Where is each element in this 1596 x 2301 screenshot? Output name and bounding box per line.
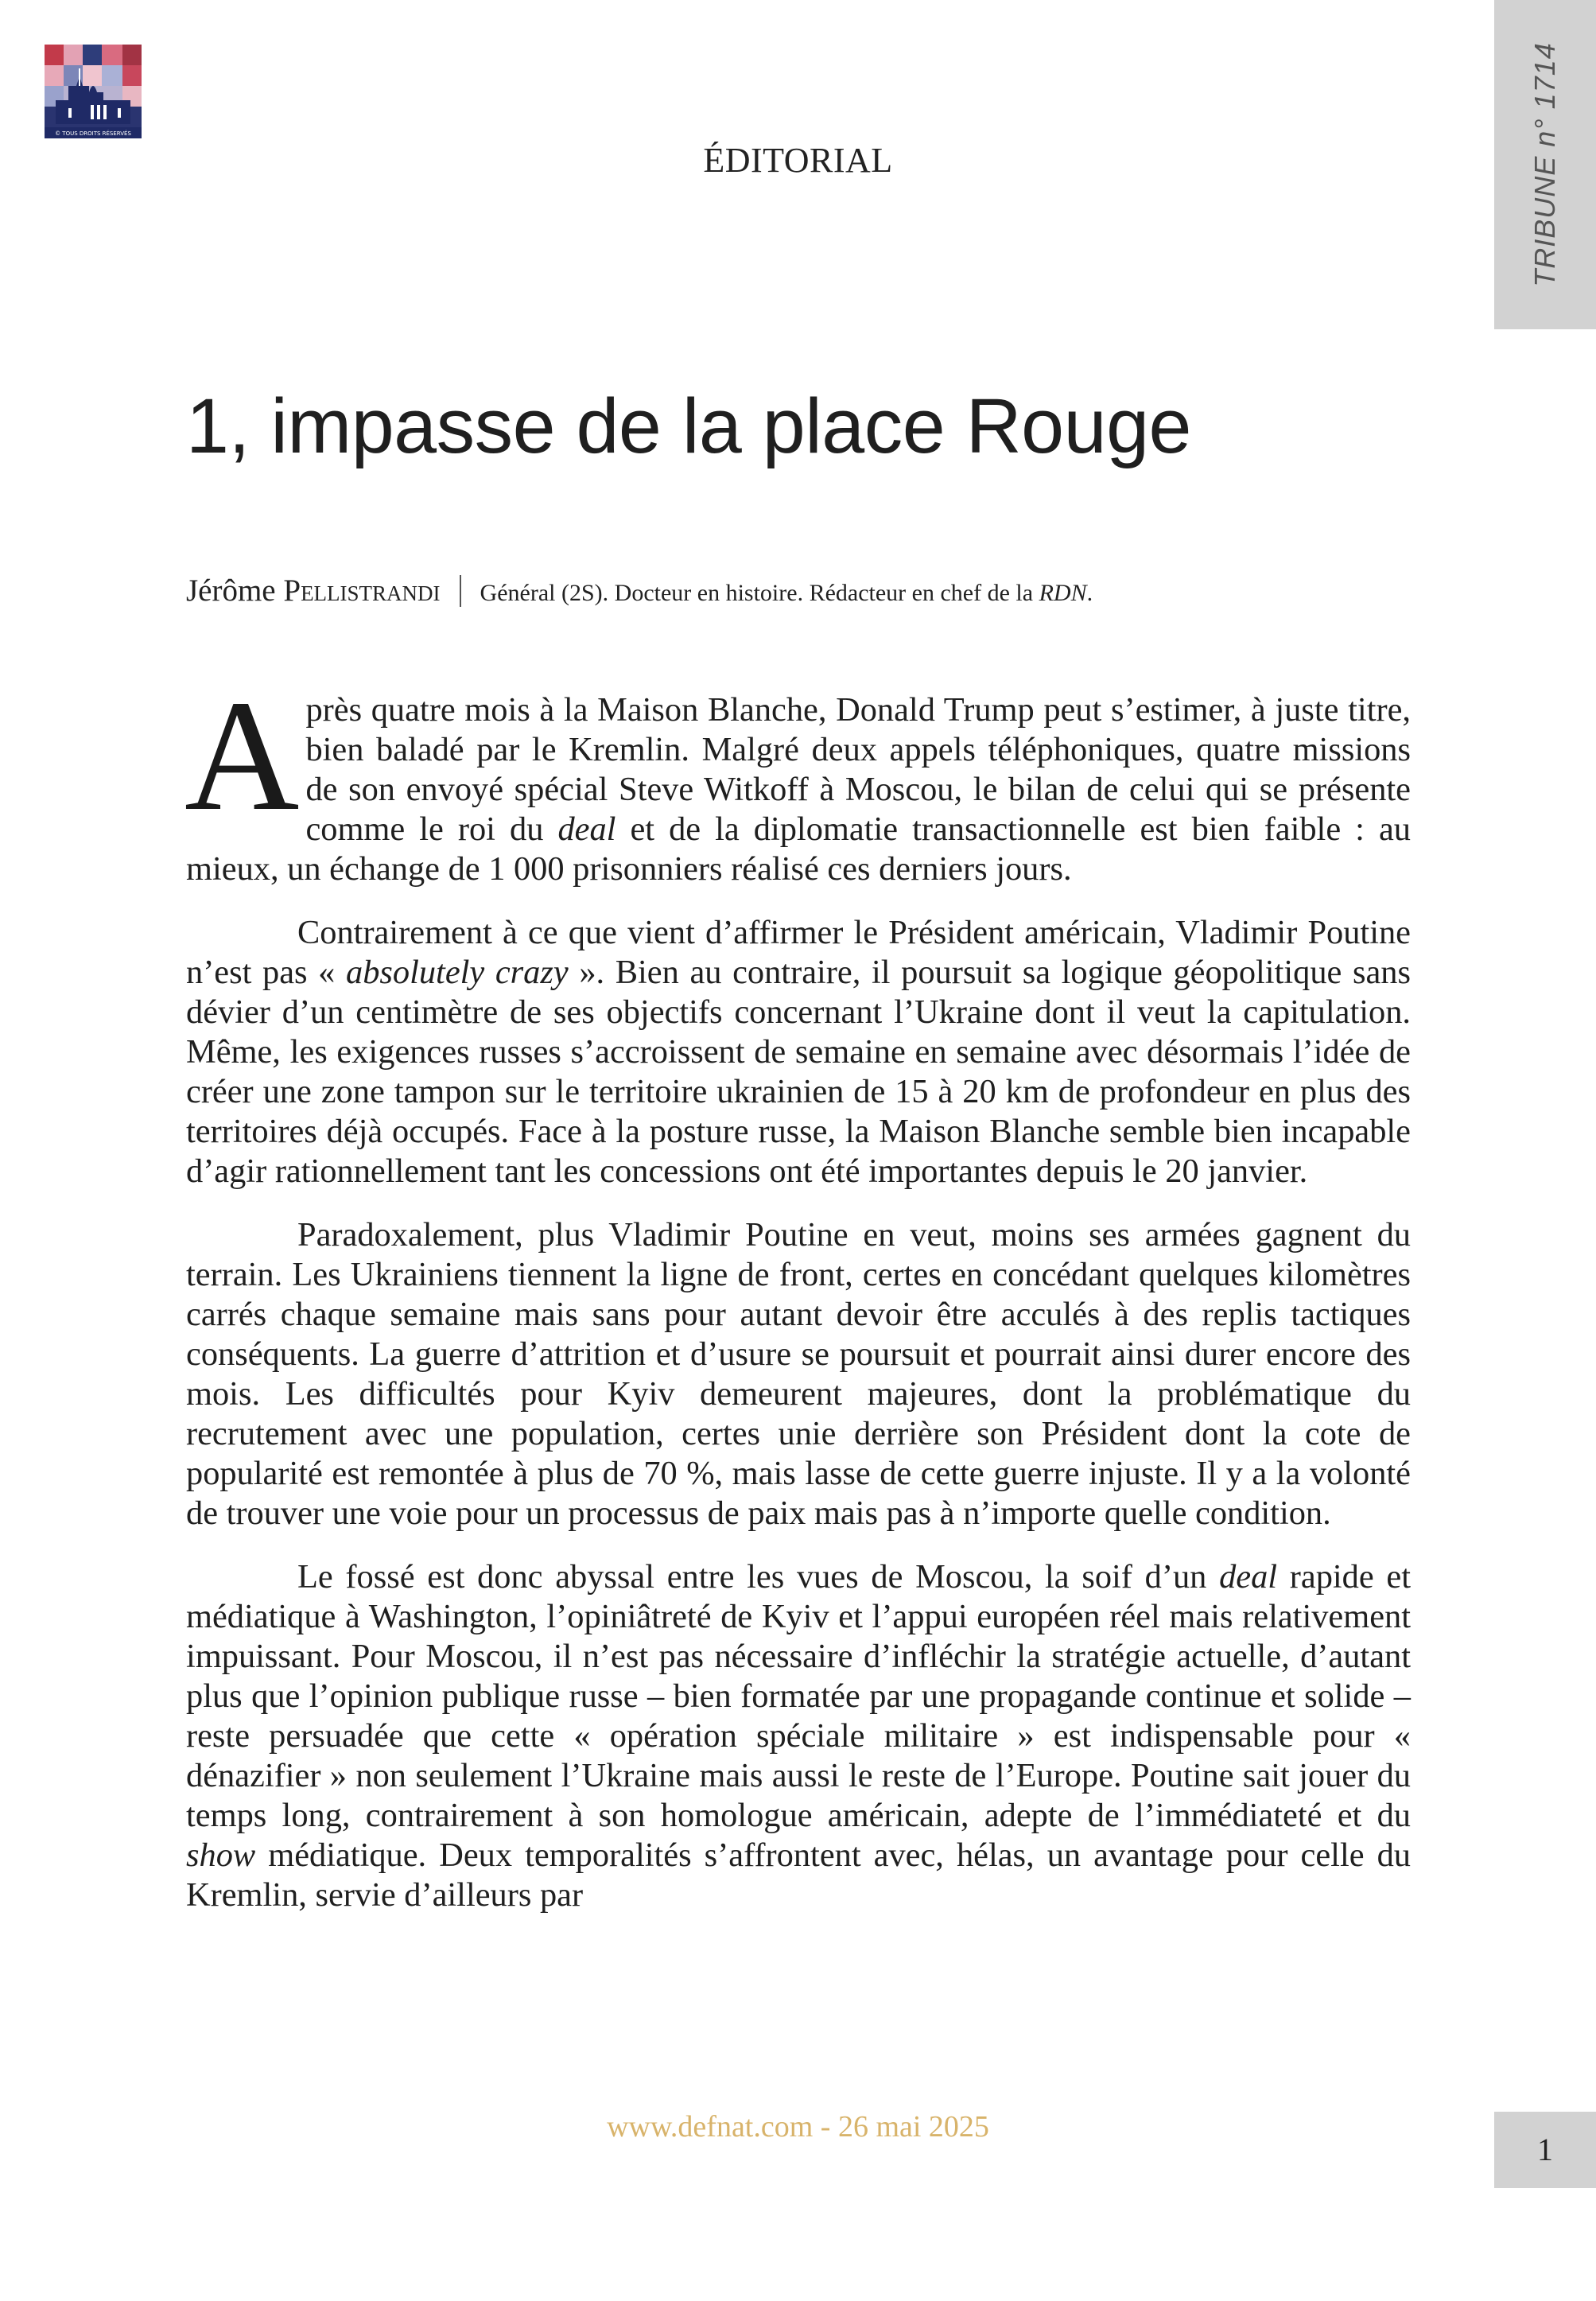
tribune-number: TRIBUNE n° 1714 (1528, 42, 1561, 287)
page-number: 1 (1537, 2132, 1553, 2167)
italic-term: show (186, 1837, 256, 1874)
building-icon (45, 45, 142, 138)
page-number-box (1494, 2112, 1596, 2188)
byline (186, 573, 1093, 608)
paragraph-text: ». Bien au contraire, il poursuit sa logique géopolitique sans dévier d’un centimètre de ses objectifs concernant l’Ukraine dont il veut la capitulation. Même, les exigences russes s’accroissent de semaine en semaine avec désormais l’idée de créer une zone tampon sur le territoire ukrainien de 15 à 20 km de profondeur en plus des territoires déjà occupés. Face à la posture russe, la Maison Blanche semble bien incapable d’agir rationnellement tant les concessions ont été importantes depuis le 20 janvier. (186, 954, 1411, 1190)
italic-term: deal (1219, 1558, 1278, 1596)
paragraph-text: Paradoxalement, plus Vladimir Poutine en veut, moins ses armées gagnent du terrain. Les Ukrainiens tiennent la ligne de front, certes en concédant quelques kilomètres carrés chaque semaine mais sans pour autant devoir être acculés à des replis tactiques conséquents. La guerre d’attrition et d’usure se poursuit et pourrait ainsi durer encore des mois. Les difficultés pour Kyiv demeurent majeures, dont la problématique du recrutement avec une population, certes unie derrière son Président dont la cote de popularité est remontée à plus de 70 %, mais lasse de cette guerre injuste. Il y a la volonté de trouver une voie pour un processus de paix mais pas à n’importe quelle condition. (186, 1216, 1411, 1532)
article-paragraph (186, 913, 1411, 1191)
article-paragraph (186, 1557, 1411, 1915)
paragraph-text: rapide et médiatique à Washington, l’opiniâtreté de Kyiv et l’appui européen réel mais relativement impuissant. Pour Moscou, il n’est pas nécessaire d’infléchir la stratégie actuelle, d’autant plus que l’opinion publique russe – bien formatée par une propagande continue et solide – reste persuadée que cette « opération spéciale militaire » est indispensable pour « dénazifier » non seulement l’Ukraine mais aussi le reste de l’Europe. Poutine sait jouer du temps long, contrairement à son homologue américain, adepte de l’immédiateté et du (186, 1558, 1411, 1834)
author-name (186, 573, 441, 608)
paragraph-text: Contrairement à ce que vient d’affirmer le Président américain, Vladimir Poutine n’est pas « (186, 914, 1411, 991)
svg-text:© TOUS DROITS RÉSERVÉS: © TOUS DROITS RÉSERVÉS (55, 130, 131, 137)
author-first-name: Jérôme (186, 573, 276, 608)
italic-term: absolutely crazy (346, 954, 569, 991)
article-title: 1, impasse de la place Rouge (186, 383, 1191, 469)
article-body (184, 668, 1412, 1939)
paragraph-text: et de la diplomatie transactionnelle est bien faible : au mieux, un échange de 1 000 prisonniers réalisé ces derniers jours. (186, 810, 1412, 888)
article-paragraph (184, 668, 1412, 889)
author-bio: Général (2S). Docteur en histoire. Rédacteur en chef de la RDN. (480, 580, 1093, 606)
byline-divider (460, 575, 461, 607)
section-label: ÉDITORIAL (703, 141, 893, 180)
author-last-name: Pellistrandi (283, 573, 441, 608)
footer-url-date: www.defnat.com - 26 mai 2025 (607, 2110, 989, 2144)
drop-cap: A (184, 668, 300, 844)
paragraph-text: près quatre mois à la Maison Blanche, Donald Trump peut s’estimer, à juste titre, bien baladé par le Kremlin. Malgré deux appels téléphoniques, quatre missions de son envoyé spécial Steve Witkoff à Moscou, le bilan de celui qui se présente comme le roi du (305, 691, 1411, 848)
paragraph-text: Le fossé est donc abyssal entre les vues de Moscou, la soif d’un (297, 1558, 1220, 1596)
italic-term: deal (557, 810, 616, 848)
paragraph-text: médiatique. Deux temporalités s’affrontent avec, hélas, un avantage pour celle du Kremlin, servie d’ailleurs par (186, 1837, 1411, 1914)
defnat-logo (45, 45, 142, 138)
article-paragraph (186, 1215, 1411, 1533)
